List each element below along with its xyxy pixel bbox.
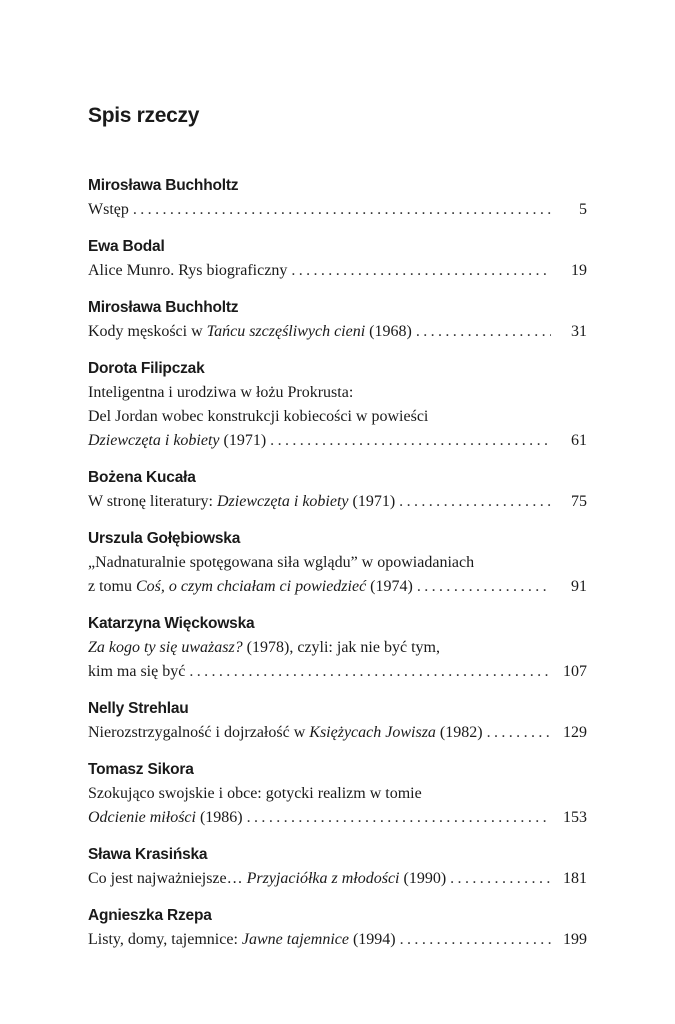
entry-author: Tomasz Sikora xyxy=(88,761,194,778)
toc-entry xyxy=(88,697,587,745)
entry-author: Dorota Filipczak xyxy=(88,360,205,377)
entry-title-text xyxy=(88,721,483,745)
entry-title-text xyxy=(88,198,129,222)
entry-title-last-line xyxy=(88,721,587,745)
page-number: 5 xyxy=(579,201,587,218)
toc-entry xyxy=(88,174,587,222)
page-number: 91 xyxy=(571,578,587,595)
toc-entry xyxy=(88,235,587,283)
entry-title-line xyxy=(88,381,587,405)
entry-title-text xyxy=(88,806,243,830)
title-segment: (1971) xyxy=(219,432,267,449)
entry-title-last-line xyxy=(88,867,587,891)
page-number: 181 xyxy=(563,870,587,887)
title-segment: Kody męskości w xyxy=(88,323,207,340)
toc-entry xyxy=(88,843,587,891)
page-number: 19 xyxy=(571,262,587,279)
dot-leader xyxy=(416,320,551,344)
page-number: 61 xyxy=(571,432,587,449)
entry-title-text xyxy=(88,490,395,514)
title-segment: (1978), czyli: jak nie być tym, xyxy=(242,639,440,656)
entry-title-text xyxy=(88,660,185,684)
title-segment: (1994) xyxy=(348,931,396,948)
entry-title-text xyxy=(88,259,287,283)
dot-leader xyxy=(450,867,551,891)
entry-author: Nelly Strehlau xyxy=(88,700,189,717)
title-italic-segment: Księżycach Jowisza xyxy=(309,724,436,741)
page-number: 75 xyxy=(571,493,587,510)
entry-title-text xyxy=(88,320,412,344)
entry-title-text xyxy=(88,575,413,599)
dot-leader xyxy=(270,429,551,453)
title-segment: (1982) xyxy=(435,724,483,741)
dot-leader xyxy=(400,928,551,952)
title-segment: Listy, domy, tajemnice: xyxy=(88,931,242,948)
title-segment: Szokująco swojskie i obce: gotycki realizm w tomie xyxy=(88,785,422,802)
title-segment: Alice Munro. Rys biograficzny xyxy=(88,262,288,279)
toc-entry xyxy=(88,904,587,952)
title-italic-segment: Jawne tajemnice xyxy=(241,931,349,948)
title-italic-segment: Odcienie miłości xyxy=(88,809,196,826)
title-segment: (1986) xyxy=(195,809,243,826)
title-segment: Co jest najważniejsze… xyxy=(88,870,247,887)
title-segment: Nierozstrzygalność i dojrzałość w xyxy=(88,724,310,741)
entry-author: Agnieszka Rzepa xyxy=(88,907,212,924)
dot-leader xyxy=(133,198,551,222)
title-segment: (1974) xyxy=(366,578,413,595)
entry-author: Bożena Kucała xyxy=(88,469,196,486)
title-segment: (1990) xyxy=(399,870,447,887)
table-of-contents xyxy=(88,174,587,965)
entry-title-text xyxy=(88,928,396,952)
dot-leader xyxy=(399,490,551,514)
toc-entry xyxy=(88,758,587,830)
entry-title-text xyxy=(88,429,266,453)
title-italic-segment: Dziewczęta i kobiety xyxy=(88,432,220,449)
entry-title-line xyxy=(88,405,587,429)
title-italic-segment: Za kogo ty się uważasz? xyxy=(88,639,243,656)
page-number: 129 xyxy=(563,724,587,741)
title-italic-segment: Przyjaciółka z młodości xyxy=(246,870,400,887)
title-segment: kim ma się być xyxy=(88,663,186,680)
entry-title-last-line xyxy=(88,320,587,344)
entry-title-last-line xyxy=(88,660,587,684)
toc-entry xyxy=(88,466,587,514)
title-segment: W stronę literatury: xyxy=(88,493,217,510)
toc-entry xyxy=(88,612,587,684)
entry-title-last-line xyxy=(88,259,587,283)
title-segment: „Nadnaturalnie spotęgowana siła wglądu” w opowiadaniach xyxy=(88,554,475,571)
title-segment: Inteligentna i urodziwa w łożu Prokrusta: xyxy=(88,384,354,401)
entry-title-last-line xyxy=(88,198,587,222)
entry-author: Katarzyna Więckowska xyxy=(88,615,255,632)
entry-author: Urszula Gołębiowska xyxy=(88,530,241,547)
dot-leader xyxy=(417,575,551,599)
toc-entry xyxy=(88,357,587,453)
title-segment: z tomu xyxy=(88,578,136,595)
dot-leader xyxy=(487,721,551,745)
entry-title-last-line xyxy=(88,429,587,453)
toc-entry xyxy=(88,296,587,344)
title-italic-segment: Dziewczęta i kobiety xyxy=(217,493,349,510)
title-segment: Del Jordan wobec konstrukcji kobiecości w powieści xyxy=(88,408,429,425)
title-italic-segment: Coś, o czym chciałam ci powiedzieć xyxy=(136,578,367,595)
page-number: 31 xyxy=(571,323,587,340)
entry-title-line xyxy=(88,636,587,660)
toc-entry xyxy=(88,527,587,599)
page-number: 153 xyxy=(563,809,587,826)
entry-title-last-line xyxy=(88,575,587,599)
title-segment: (1971) xyxy=(348,493,396,510)
dot-leader xyxy=(247,806,551,830)
title-segment: (1968) xyxy=(365,323,412,340)
dot-leader xyxy=(189,660,551,684)
page-number: 107 xyxy=(563,663,587,680)
entry-title-last-line xyxy=(88,490,587,514)
entry-author: Mirosława Buchholtz xyxy=(88,299,239,316)
entry-title-last-line xyxy=(88,928,587,952)
title-italic-segment: Tańcu szczęśliwych cieni xyxy=(206,323,366,340)
entry-title-line xyxy=(88,782,587,806)
title-segment: Wstęp xyxy=(88,201,129,218)
entry-title-text xyxy=(88,867,446,891)
entry-author: Sława Krasińska xyxy=(88,846,208,863)
entry-author: Mirosława Buchholtz xyxy=(88,177,239,194)
dot-leader xyxy=(291,259,551,283)
entry-title-last-line xyxy=(88,806,587,830)
page-title: Spis rzeczy xyxy=(88,104,200,127)
page-number: 199 xyxy=(563,931,587,948)
entry-title-line xyxy=(88,551,587,575)
entry-author: Ewa Bodal xyxy=(88,238,165,255)
